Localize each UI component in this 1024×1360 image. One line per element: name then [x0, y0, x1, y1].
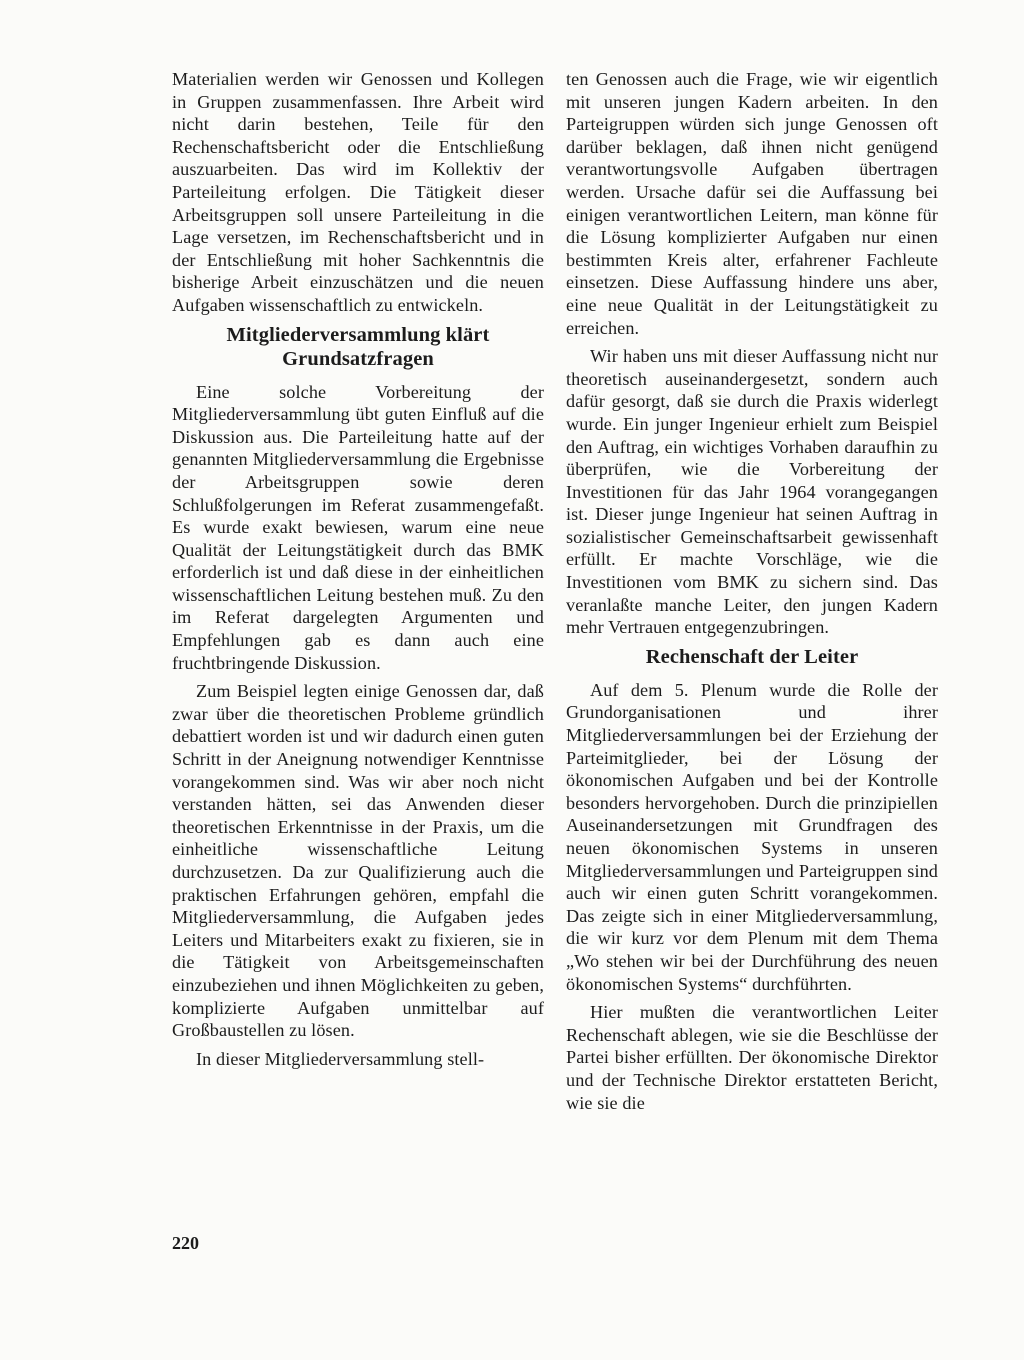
left-paragraph-2: Eine solche Vorbereitung der Mitgliederversammlung übt guten Einfluß auf die Diskussion aus. Die Parteileitung hatte auf der genannten Mitgliederversammlung die Ergebnisse der Arbeitsgruppen sowie deren Schlußfolgerungen im Referat zusammengefaßt. Es wurde exakt bewiesen, warum eine neue Qualität der Leitungstätigkeit durch das BMK erforderlich ist und daß diese in der einheitlichen wissenschaftlichen Leitung bestehen muß. Zu den im Referat dargelegten Argumenten und Empfehlungen gab es dann auch eine fruchtbringende Diskussion. [172, 381, 544, 673]
right-paragraph-3: Auf dem 5. Plenum wurde die Rolle der Grundorganisationen und ihrer Mitgliederversammlungen bei der Erziehung der Parteimitglieder, bei der Lösung der ökonomischen Aufgaben und bei der Kontrolle besonders hervorgehoben. Durch die prinzipiellen Auseinandersetzungen mit Grundfragen des neuen ökonomischen Systems in unseren Mitgliederversammlungen und Parteigruppen sind auch wir einen guten Schritt vorangekommen. Das zeigte sich in einer Mitgliederversammlung, die wir kurz vor dem Plenum mit dem Thema „Wo stehen wir bei der Durchführung des neuen ökonomischen Systems“ durchführten. [566, 679, 938, 994]
left-paragraph-3: Zum Beispiel legten einige Genossen dar, daß zwar über die theoretischen Probleme gründlich debattiert worden ist und wir dadurch einen guten Schritt in der Aneignung notwendiger Kenntnisse vorangekommen sind. Was wir aber noch nicht verstanden hätten, sei das Anwenden dieser theoretischen Erkenntnisse in der Praxis, um die einheitliche wissenschaftliche Leitung durchzusetzen. Da zur Qualifizierung auch die praktischen Erfahrungen gehören, empfahl die Mitgliederversammlung, die Aufgaben jedes Leiters und Mitarbeiters exakt zu fixieren, sie in die Tätigkeit von Arbeitsgemeinschaften einzubeziehen und ihnen Möglichkeiten zu geben, komplizierte Aufgaben unmittelbar auf Großbaustellen zu lösen. [172, 681, 544, 1041]
section-heading-rechenschaft: Rechenschaft der Leiter [645, 645, 859, 668]
page-number: 220 [172, 1233, 199, 1253]
right-paragraph-1: ten Genossen auch die Frage, wie wir eigentlich mit unseren jungen Kadern arbeiten. In den Parteigruppen würden sich junge Genossen oft darüber beklagen, daß ihnen nicht genügend verantwortungsvolle Aufgaben übertragen werden. Ursache dafür sei die Auffassung bei einigen verantwortlichen Leitern, man könne für die Lösung komplizierter Aufgaben nur einen bestimmten Kreis alter, erfahrener Fachleute einsetzen. Diese Auffassung hindere uns aber, eine neue Qualität in der Leitungstätigkeit zu erreichen. [566, 69, 938, 338]
left-paragraph-1: Materialien werden wir Genossen und Kollegen in Gruppen zusammenfassen. Ihre Arbeit wird nicht darin bestehen, Teile für den Rechenschaftsbericht oder die Entschließung auszuarbeiten. Das wird im Kollektiv der Parteileitung erfolgen. Die Tätigkeit dieser Arbeitsgruppen soll unsere Parteileitung in die Lage versetzen, im Rechenschaftsbericht und in der Entschließung mit hoher Sachkenntnis die bisherige Arbeit einzuschätzen und die neuen Aufgaben wissenschaftlich zu entwickeln. [172, 69, 544, 315]
section-heading-mitgliederversammlung: Mitgliederversammlung klärt Grundsatzfragen [226, 323, 490, 370]
right-paragraph-2: Wir haben uns mit dieser Auffassung nicht nur theoretisch auseinandergesetzt, sondern auch dafür gesorgt, daß sie durch die Praxis widerlegt wurde. Ein junger Ingenieur erhielt zum Beispiel den Auftrag, ein wichtiges Vorhaben daraufhin zu überprüfen, wie die Vorbereitung der Investitionen für das Jahr 1964 vorangegangen ist. Dieser junge Ingenieur hat seinen Auftrag in sozialistischer Gemeinschaftsarbeit gewissenhaft erfüllt. Er machte Vorschläge, wie die Investitionen vom BMK zu sichern sind. Das veranlaßte manche Leiter, den jungen Kadern mehr Vertrauen entgegenzubringen. [566, 346, 938, 638]
left-column [172, 68, 544, 1076]
left-paragraph-4: In dieser Mitgliederversammlung stell- [196, 1048, 485, 1069]
right-paragraph-4: Hier mußten die verantwortlichen Leiter Rechenschaft ablegen, wie sie die Beschlüsse der Partei bisher erfüllten. Der ökonomische Direktor und der Technische Direktor erstatteten Bericht, wie sie die [566, 1002, 938, 1113]
right-column [566, 68, 938, 1120]
